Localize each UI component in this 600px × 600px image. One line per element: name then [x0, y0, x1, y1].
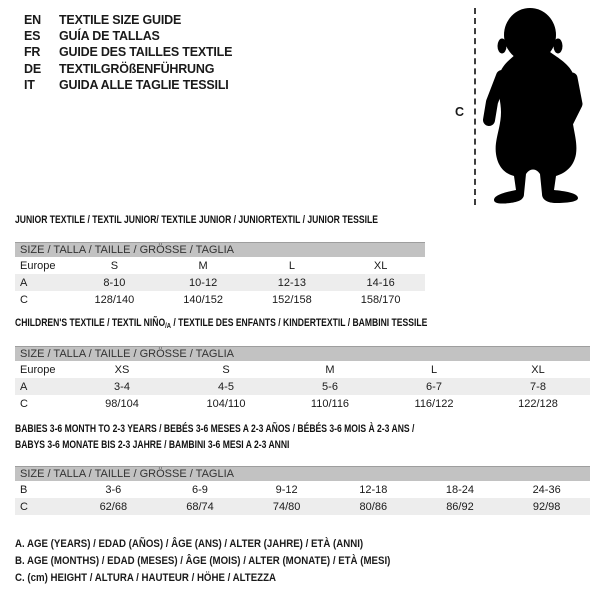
language-item [24, 12, 232, 28]
value-cell: 152/158 [271, 293, 312, 306]
children-table-title [15, 317, 544, 330]
value-cell: 24-36 [532, 483, 561, 496]
babies-table-title-line1: BABIES 3-6 MONTH TO 2-3 YEARS / BEBÉS 3-6 MESES A 2-3 AÑOS / BÉBÉS 3-6 MOIS À 2-3 ANS / [15, 423, 415, 435]
value-cell: 9-12 [275, 483, 298, 496]
row-label-cell: Europe [20, 259, 56, 272]
row-label-cell: C [20, 293, 28, 306]
row-label-cell: Europe [20, 363, 56, 376]
value-cell: 6-9 [192, 483, 208, 496]
value-cell: 158/170 [360, 293, 401, 306]
table-row [15, 257, 425, 274]
language-item [24, 28, 232, 44]
language-label: TEXTILE SIZE GUIDE [59, 13, 182, 27]
table-row [15, 498, 590, 515]
children-table-title-subscript: /A [165, 321, 171, 330]
value-cell: 74/80 [272, 500, 301, 513]
language-code: FR [24, 45, 41, 60]
value-cell: 62/68 [99, 500, 128, 513]
value-cell: 116/122 [414, 397, 454, 410]
junior-size-grid [15, 257, 425, 308]
value-cell: 18-24 [445, 483, 475, 496]
language-list [24, 12, 232, 93]
language-code: ES [24, 29, 41, 44]
children-table-title-text: CHILDREN'S TEXTILE / TEXTIL NIÑO [15, 317, 166, 329]
value-cell: L [288, 259, 295, 272]
value-cell: 3-6 [105, 483, 122, 496]
value-cell: 6-7 [426, 380, 442, 393]
value-cell: M [198, 259, 208, 272]
babies-table-title-line2: BABYS 3-6 MONATE BIS 2-3 JAHRE / BAMBINI 3-6 MESI A 2-3 ANNI [15, 439, 290, 451]
value-cell: 104/110 [206, 397, 246, 410]
babies-table-title [15, 421, 527, 453]
language-item [24, 61, 232, 77]
value-cell: M [325, 363, 335, 376]
value-cell: 12-13 [277, 276, 306, 289]
value-cell: 92/98 [532, 500, 561, 513]
row-label-cell: C [20, 500, 28, 513]
row-label-cell: B [20, 483, 28, 496]
value-cell: 110/116 [310, 397, 350, 410]
language-label: GUÍA DE TALLAS [59, 29, 160, 44]
value-cell: 14-16 [366, 276, 395, 289]
value-cell: 5-6 [322, 380, 338, 393]
silhouette-ear [498, 39, 507, 54]
value-cell: 86/92 [446, 500, 474, 513]
value-cell: XL [373, 259, 388, 272]
note-height: C. (cm) HEIGHT / ALTURA / HAUTEUR / HÖHE / ALTEZZA [15, 572, 277, 584]
value-cell: 128/140 [94, 293, 135, 306]
size-header-bar: SIZE / TALLA / TAILLE / GRÖSSE / TAGLIA [15, 346, 590, 361]
language-label: GUIDE DES TAILLES TEXTILE [59, 45, 233, 60]
language-code: EN [24, 13, 41, 27]
language-item [24, 44, 232, 60]
row-label-cell: A [20, 276, 28, 289]
value-cell: 122/128 [518, 397, 558, 410]
value-cell: 68/74 [186, 500, 214, 513]
legend-notes [15, 536, 442, 587]
row-label-cell: A [20, 380, 28, 393]
babies-size-table [15, 466, 590, 515]
table-row [15, 481, 590, 498]
size-header-bar: SIZE / TALLA / TAILLE / GRÖSSE / TAGLIA [15, 466, 590, 481]
table-row [15, 378, 590, 395]
language-label: GUIDA ALLE TAGLIE TESSILI [59, 77, 229, 92]
value-cell: 10-12 [189, 276, 218, 289]
table-row [15, 291, 425, 308]
value-cell: 80/86 [359, 500, 388, 513]
height-measure-label: C [455, 105, 465, 119]
junior-table-title [15, 214, 480, 226]
silhouette-ear [554, 39, 563, 54]
value-cell: 7-8 [530, 380, 546, 393]
table-row [15, 274, 425, 291]
height-measure-line [474, 8, 476, 205]
language-code: IT [24, 77, 35, 92]
note-age-years: A. AGE (YEARS) / EDAD (AÑOS) / ÂGE (ANS) / ALTER (JAHRE) / ETÀ (ANNI) [15, 538, 364, 550]
value-cell: XS [114, 363, 130, 376]
children-size-grid [15, 361, 590, 412]
value-cell: 98/104 [105, 397, 139, 410]
value-cell: S [110, 259, 119, 272]
value-cell: L [430, 363, 438, 376]
row-label-cell: C [20, 397, 28, 410]
language-code: DE [24, 61, 41, 76]
children-table-title-rest: / TEXTILE DES ENFANTS / KINDERTEXTIL / BAMBINI TESSILE [170, 317, 428, 329]
value-cell: 4-5 [218, 380, 234, 393]
toddler-silhouette-icon [480, 6, 594, 204]
language-label: TEXTILGRÖßENFÜHRUNG [59, 61, 215, 76]
babies-size-grid [15, 481, 590, 515]
junior-table-title-text: JUNIOR TEXTILE / TEXTIL JUNIOR/ TEXTILE JUNIOR / JUNIORTEXTIL / JUNIOR TESSILE [15, 214, 378, 226]
value-cell: S [222, 363, 230, 376]
value-cell: 8-10 [103, 276, 126, 289]
table-row [15, 361, 590, 378]
table-row [15, 395, 590, 412]
value-cell: XL [531, 363, 545, 376]
value-cell: 3-4 [114, 380, 130, 393]
value-cell: 12-18 [359, 483, 388, 496]
junior-size-table [15, 242, 425, 308]
value-cell: 140/152 [183, 293, 223, 306]
children-size-table [15, 346, 590, 412]
note-age-months: B. AGE (MONTHS) / EDAD (MESES) / ÂGE (MOIS) / ALTER (MONATE) / ETÀ (MESI) [15, 555, 391, 567]
language-item [24, 77, 232, 93]
size-header-bar: SIZE / TALLA / TAILLE / GRÖSSE / TAGLIA [15, 242, 425, 257]
